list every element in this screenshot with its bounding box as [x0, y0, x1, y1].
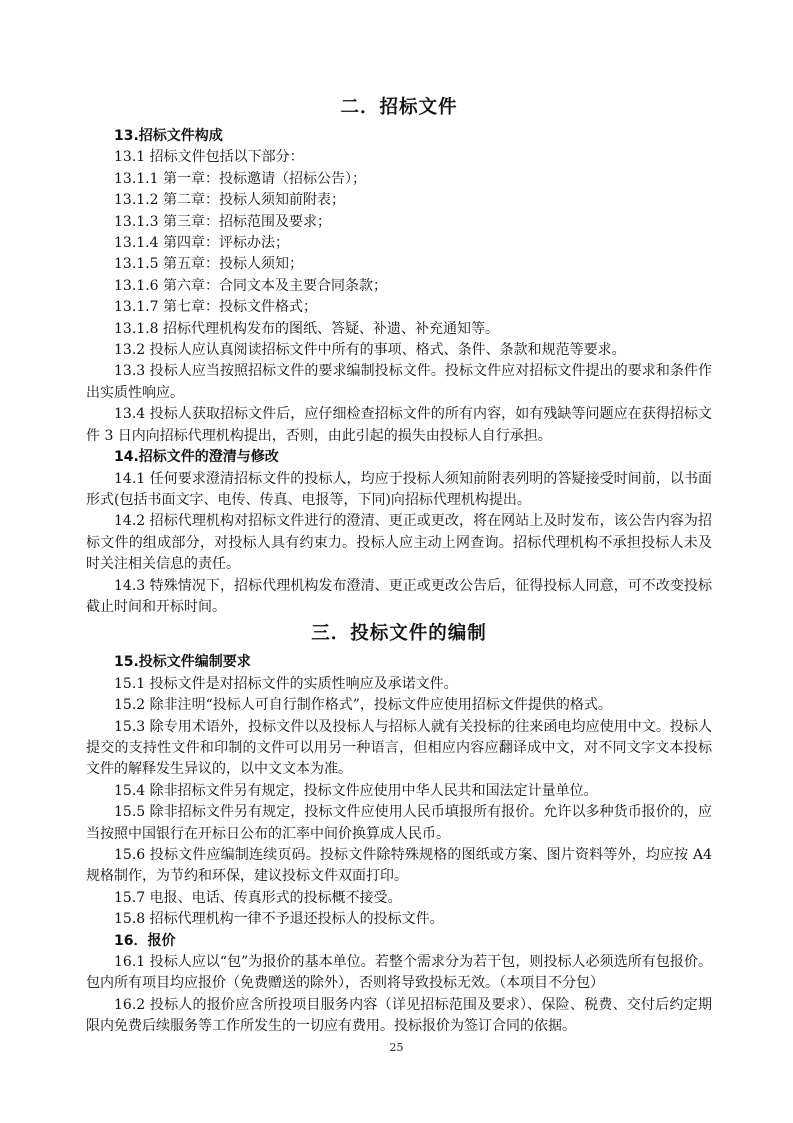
para-16-2: 16.2 投标人的报价应含所投项目服务内容（详见招标范围及要求）、保险、税费、交付后约定期限内免费后续服务等工作所发生的一切应有费用。投标报价为签订合同的依据。: [86, 996, 712, 1035]
list-item: 13.1.6 第六章：合同文本及主要合同条款；: [114, 277, 387, 294]
para-15-5: 15.5 除非招标文件另有规定，投标文件应使用人民币填报所有报价。允许以多种货币报价的，应当按照中国银行在开标日公布的汇率中间价换算成人民币。: [86, 804, 712, 842]
page-number: 25: [389, 1041, 404, 1054]
para-13-1: 13.1 招标文件包括以下部分：: [114, 149, 304, 166]
heading-14: 14.招标文件的澄清与修改: [114, 449, 279, 466]
para-13-3: 13.3 投标人应当按照招标文件的要求编制投标文件。投标文件应对招标文件提出的要求和条件作出实质性响应。: [86, 363, 712, 401]
para-15-8: 15.8 招标代理机构一律不予退还投标人的投标文件。: [114, 911, 444, 928]
para-16-1: 16.1 投标人应以“包”为报价的基本单位。若整个需求分为若干包，则投标人必须选所有包报价。包内所有项目均应报价（免费赠送的除外），否则将导致投标无效。（本项目不分包）: [86, 954, 712, 992]
list-item: 13.1.8 招标代理机构发布的图纸、答疑、补遗、补充通知等。: [114, 320, 499, 337]
section-title-2: 二．招标文件: [340, 97, 458, 118]
heading-15: 15.投标文件编制要求: [114, 654, 251, 671]
list-item: 13.1.5 第五章：投标人须知；: [114, 256, 303, 273]
list-item: 13.1.3 第三章：招标范围及要求；: [114, 213, 331, 230]
heading-16: 16．报价: [114, 932, 176, 949]
heading-13: 13.招标文件构成: [114, 128, 223, 144]
list-item: 13.1.1 第一章：投标邀请（招标公告）；: [114, 170, 366, 187]
list-item: 13.1.4 第四章：评标办法；: [114, 235, 289, 252]
para-13-2: 13.2 投标人应认真阅读招标文件中所有的事项、格式、条件、条款和规范等要求。: [114, 342, 626, 359]
para-15-2: 15.2 除非注明“投标人可自行制作格式”，投标文件应使用招标文件提供的格式。: [114, 697, 612, 714]
list-item: 13.1.2 第二章：投标人须知前附表；: [114, 192, 345, 209]
para-14-2: 14.2 招标代理机构对招标文件进行的澄清、更正或更改，将在网站上及时发布，该公告内容为招标文件的组成部分，对投标人具有约束力。投标人应主动上网查询。招标代理机构不承担投标人未及时关注相关信息的责任。: [86, 513, 712, 573]
para-15-7: 15.7 电报、电话、传真形式的投标概不接受。: [114, 889, 402, 906]
para-15-3: 15.3 除专用术语外，投标文件以及投标人与招标人就有关投标的往来函电均应使用中文。投标人提交的支持性文件和印制的文件可以用另一种语言，但相应内容应翻译成中文，对不同文字文本投标文件的解释发生异议的，以中文文本为准。: [86, 718, 712, 778]
para-13-4: 13.4 投标人获取招标文件后，应仔细检查招标文件的所有内容，如有残缺等问题应在获得招标文件 3 日内向招标代理机构提出，否则，由此引起的损失由投标人自行承担。: [86, 406, 712, 444]
para-15-1: 15.1 投标文件是对招标文件的实质性响应及承诺文件。: [114, 675, 458, 692]
para-14-1: 14.1 任何要求澄清招标文件的投标人，均应于投标人须知前附表列明的答疑接受时间前，以书面形式(包括书面文字、电传、传真、电报等，下同)向招标代理机构提出。: [86, 470, 712, 508]
document-body: [86, 92, 712, 1038]
list-item: 13.1.7 第七章：投标文件格式；: [114, 299, 317, 316]
para-15-6: 15.6 投标文件应编制连续页码。投标文件除特殊规格的图纸或方案、图片资料等外，均应按 A4 规格制作，为节约和环保，建议投标文件双面打印。: [86, 847, 712, 885]
section-title-3: 三．投标文件的编制: [311, 623, 487, 645]
para-15-4: 15.4 除非招标文件另有规定，投标文件应使用中华人民共和国法定计量单位。: [114, 782, 598, 799]
para-14-3: 14.3 特殊情况下，招标代理机构发布澄清、更正或更改公告后，征得投标人同意，可不改变投标截止时间和开标时间。: [86, 577, 712, 615]
